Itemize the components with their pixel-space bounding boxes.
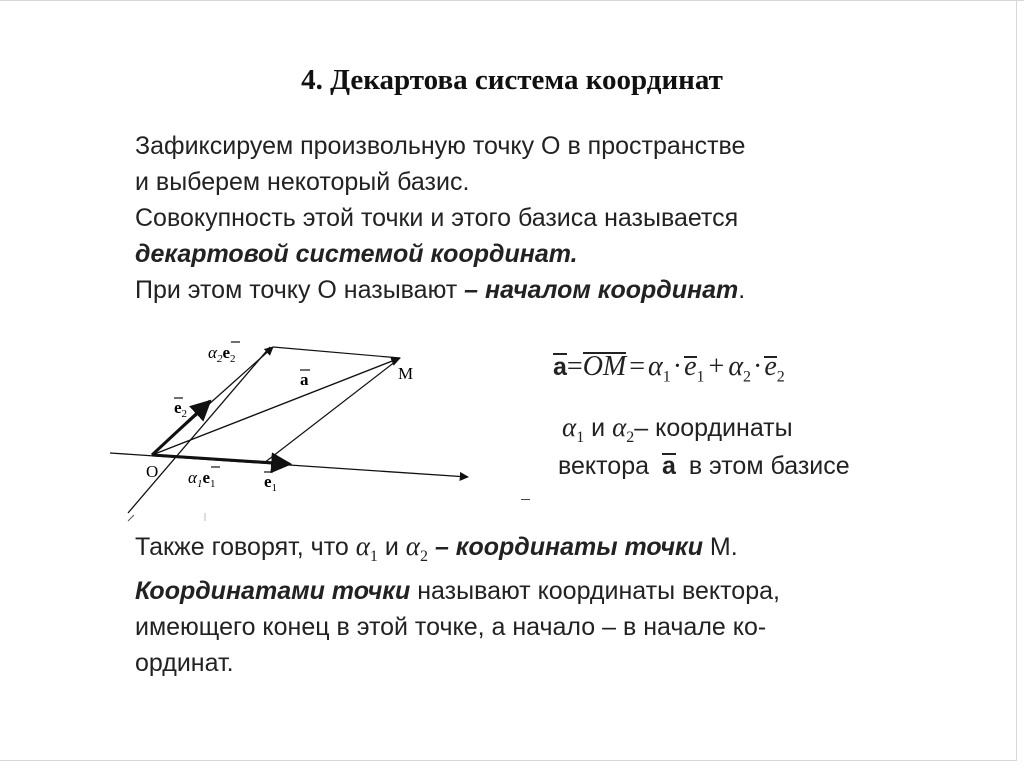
- label-e1: $e_1$: [264, 472, 278, 494]
- formula-plus: +: [708, 351, 725, 382]
- also-paragraph: [135, 528, 738, 575]
- point-coordinates-term: – координаты точки: [434, 533, 703, 561]
- slide-title: 4. Декартова система координат: [301, 64, 723, 96]
- parallelogram-top: [273, 347, 400, 358]
- coords-note-c2: α: [612, 412, 627, 442]
- scan-mark-left: [128, 515, 134, 521]
- coords-note-vec: a: [661, 452, 676, 480]
- label-e2: $e_2$: [174, 398, 188, 420]
- coords-note-rest: – координаты: [634, 414, 793, 442]
- vector-a: [152, 358, 400, 455]
- coords-note-c2-sub: 2: [626, 429, 635, 446]
- formula-c1-sub: 1: [662, 368, 671, 386]
- frame-bottom-line: [0, 760, 1017, 761]
- definition-line-1: [135, 573, 780, 609]
- label-M: M: [398, 364, 414, 383]
- also-start: Также говорят, что: [135, 533, 349, 561]
- formula-eq2: =: [629, 351, 646, 382]
- vector-alpha2-e2: [152, 347, 273, 455]
- vector-formula: [553, 351, 785, 387]
- definition-line-2: имеющего конец в этой точке, а начало – в начале ко-: [135, 613, 767, 641]
- coords-note-and: и: [591, 414, 606, 442]
- intro-line-4: декартовой системой координат.: [135, 240, 578, 268]
- formula-c2-sub: 2: [743, 368, 752, 386]
- origin-term: началом координат: [485, 276, 739, 304]
- intro-line-5-end: .: [738, 276, 746, 304]
- also-end: М.: [709, 533, 738, 561]
- coords-note-line2-start: вектора: [558, 452, 650, 480]
- label-alpha1-e1: $\alpha_1e_1$: [188, 468, 216, 490]
- intro-line-2: и выберем некоторый базис.: [135, 168, 470, 196]
- also-c1: α: [355, 531, 370, 561]
- coords-note-line2-end: в этом базисе: [688, 452, 850, 480]
- intro-line-5-dash: –: [457, 276, 486, 304]
- formula-v1-sub: 1: [696, 368, 705, 386]
- definition-term: Координатами точки: [135, 577, 411, 605]
- label-O: O: [146, 462, 159, 481]
- vector-diagram: [100, 325, 500, 525]
- intro-paragraph: [135, 128, 745, 308]
- coords-note-c1-sub: 1: [576, 429, 585, 446]
- coords-note-line-1: [562, 412, 793, 447]
- formula-c2: α: [728, 351, 744, 382]
- label-a: a: [300, 370, 309, 389]
- intro-line-5-start: При этом точку О называют: [135, 276, 458, 304]
- intro-line-5: [135, 272, 745, 308]
- formula-eq1: =: [566, 351, 583, 382]
- definition-line-1-rest: называют координаты вектора,: [417, 577, 780, 605]
- formula-v2: e: [764, 351, 777, 382]
- definition-line-3: ординат.: [135, 649, 234, 677]
- formula-c1: α: [648, 351, 663, 382]
- definition-paragraph: [135, 573, 780, 681]
- formula-om: OM: [582, 351, 627, 382]
- intro-line-1: Зафиксируем произвольную точку О в пространстве: [135, 132, 746, 160]
- formula-v2-sub: 2: [776, 368, 785, 386]
- also-and: и: [384, 533, 399, 561]
- coords-note-c1: α: [562, 412, 577, 442]
- parallelogram-right: [264, 358, 400, 463]
- formula-dot1: ·: [672, 351, 683, 382]
- also-c1-sub: 1: [369, 548, 378, 565]
- intro-line-3: Совокупность этой точки и этого базиса называется: [135, 204, 739, 232]
- stray-dash-mark: [521, 499, 530, 500]
- also-c2: α: [405, 531, 420, 561]
- frame-top-line: [0, 0, 1024, 1]
- also-c2-sub: 2: [419, 548, 428, 565]
- formula-lhs: a: [553, 353, 567, 381]
- label-alpha2-e2: $\alpha_2e_2$: [208, 343, 236, 365]
- coords-note-line-2: [558, 452, 850, 481]
- formula-dot2: ·: [753, 351, 763, 382]
- frame-right-line: [1016, 0, 1017, 760]
- formula-v1: e: [684, 351, 697, 382]
